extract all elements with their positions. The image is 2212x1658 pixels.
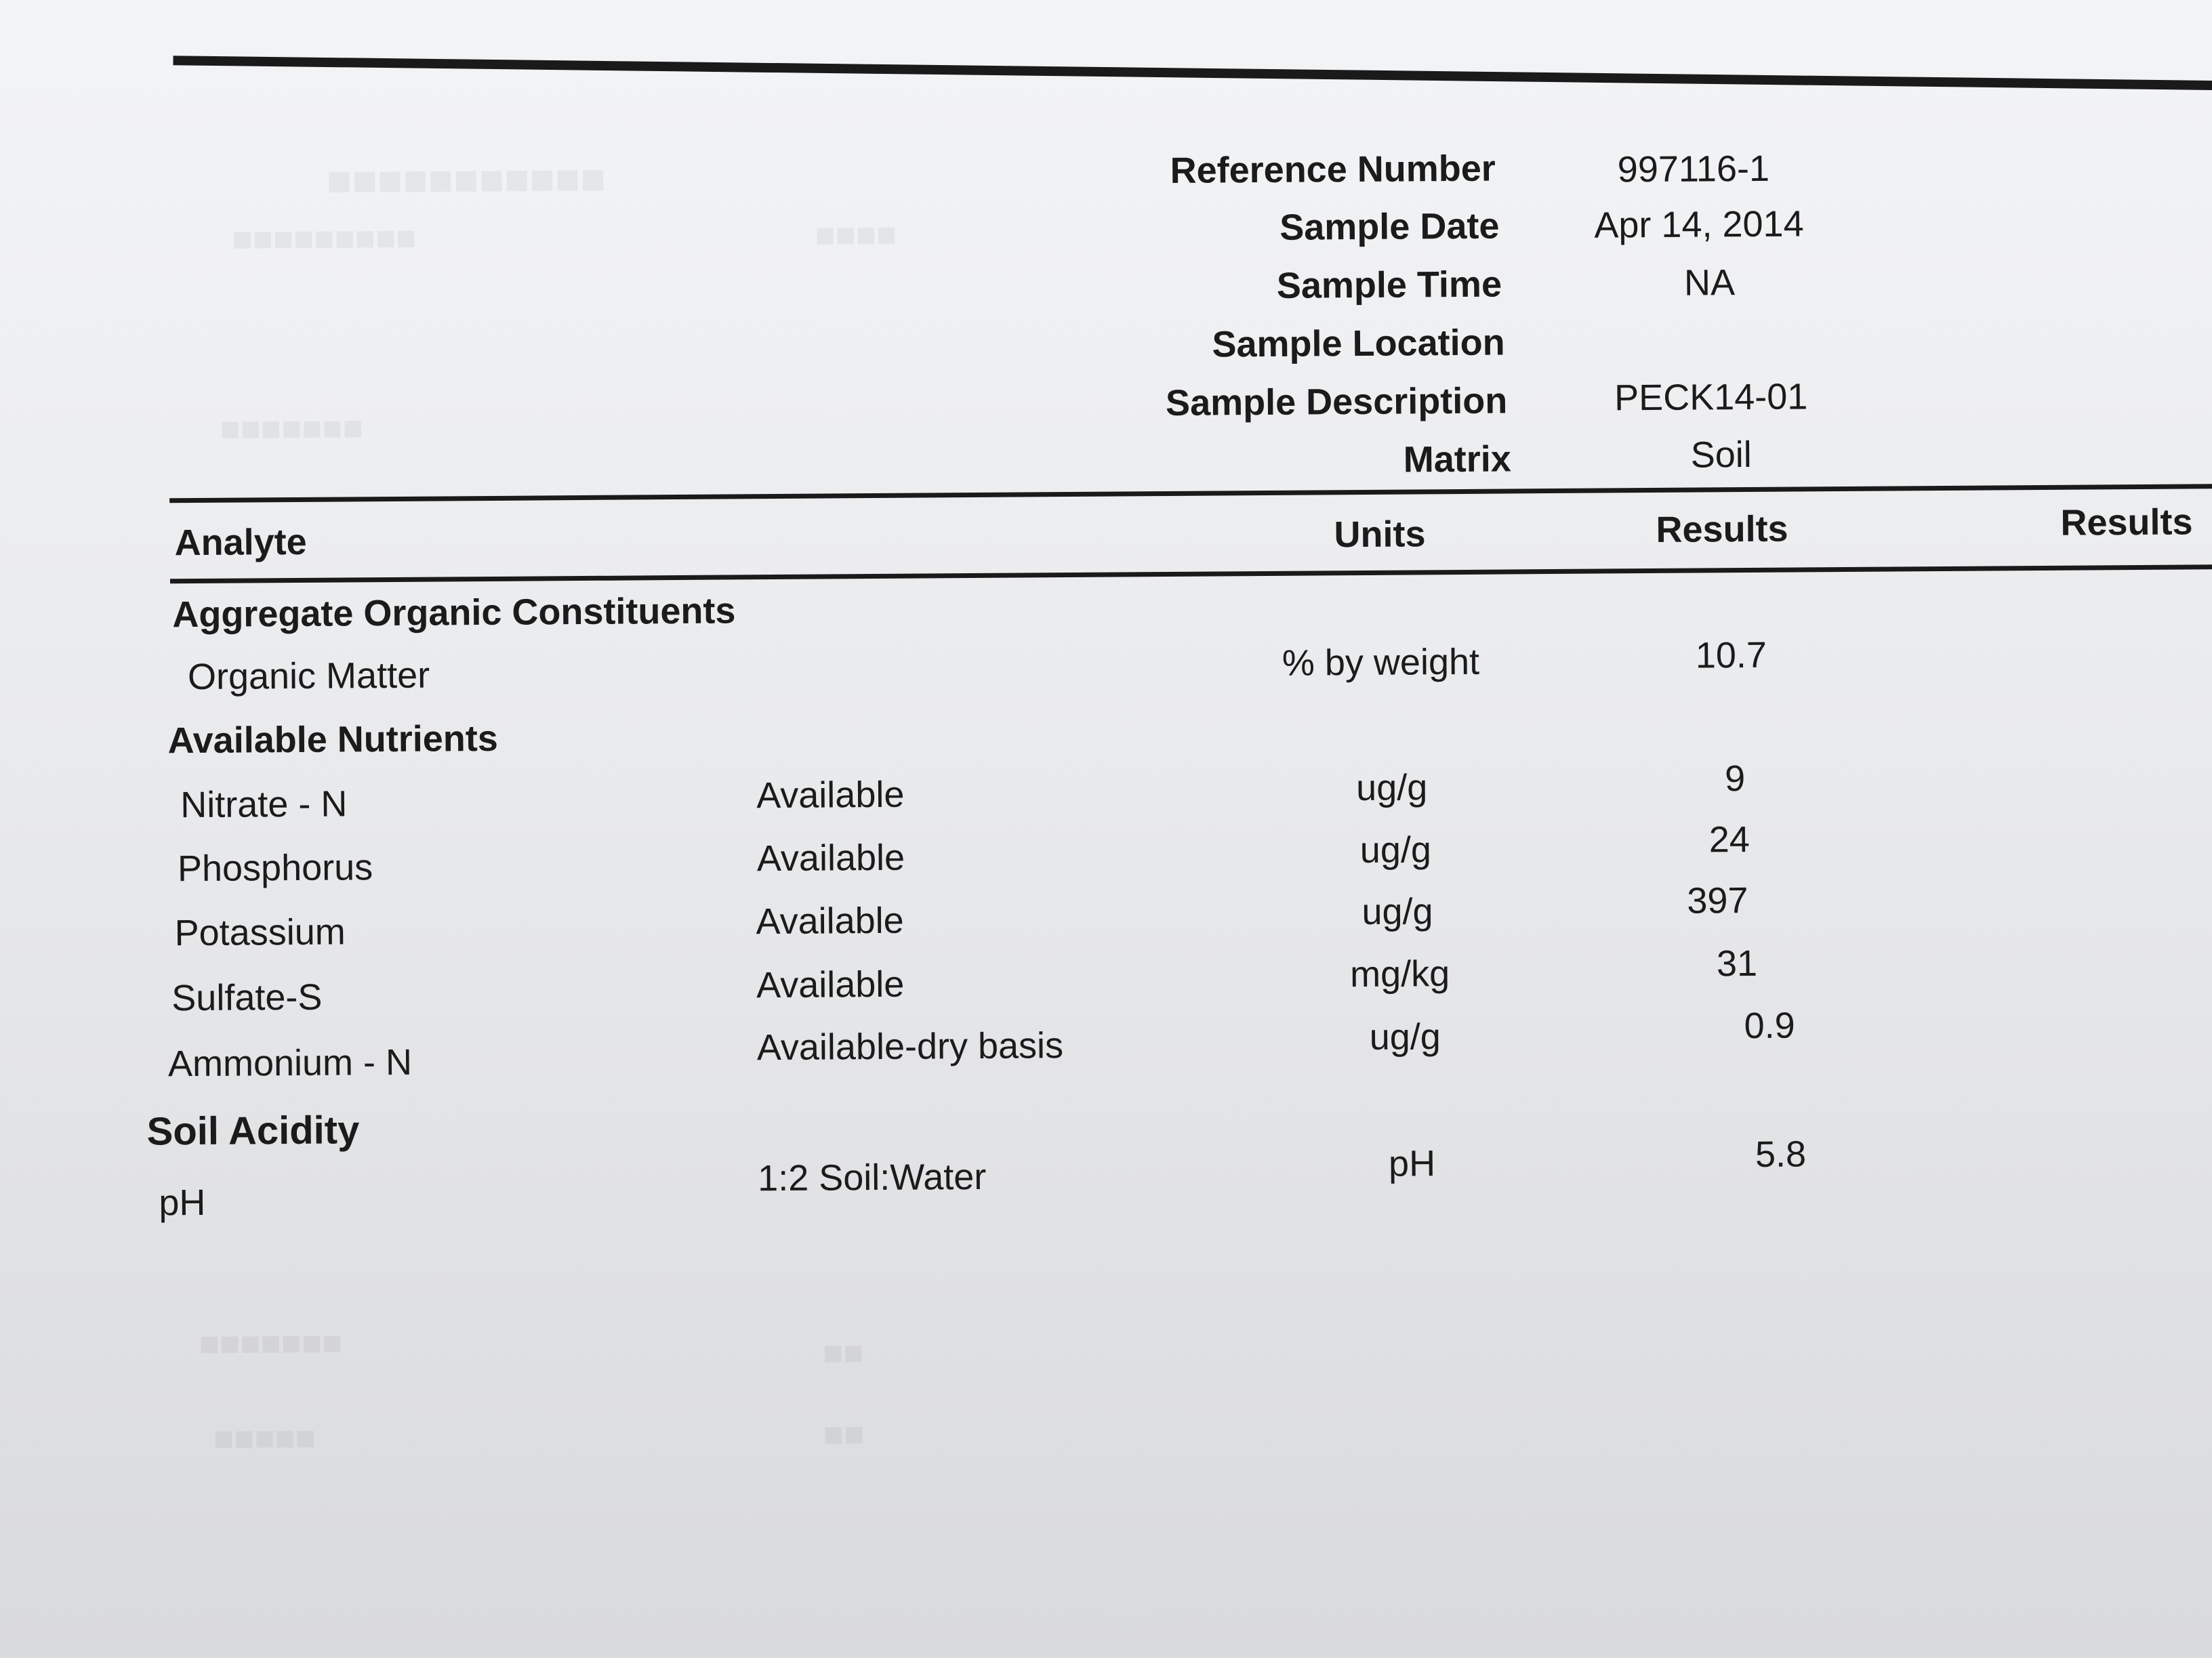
units-cell: ug/g [1361, 891, 1433, 933]
result-cell: 10.7 [1695, 634, 1767, 676]
analyte-cell: Sulfate-S [171, 976, 323, 1019]
analyte-cell: Phosphorus [177, 847, 373, 890]
result-cell: 24 [1708, 819, 1750, 861]
units-cell: ug/g [1369, 1016, 1441, 1058]
units-cell: mg/kg [1349, 953, 1450, 995]
matrix-value: Soil [1690, 434, 1753, 476]
sample-time-value: NA [1683, 262, 1736, 304]
matrix-label: Matrix [1403, 438, 1511, 480]
analyte-cell: Potassium [174, 911, 346, 954]
method-cell: Available [756, 774, 905, 816]
sample-date-value: Apr 14, 2014 [1594, 203, 1804, 246]
sample-description-label: Sample Description [1165, 380, 1508, 424]
analyte-cell: Organic Matter [187, 655, 430, 698]
column-header-analyte: Analyte [174, 521, 307, 564]
units-cell: pH [1388, 1143, 1436, 1184]
section-title-soil-acidity: Soil Acidity [146, 1108, 360, 1154]
method-cell: Available [756, 963, 905, 1006]
sample-location-label: Sample Location [1212, 322, 1505, 365]
units-cell: ug/g [1355, 767, 1428, 809]
method-cell: Available [756, 837, 905, 879]
method-cell: Available [756, 900, 904, 942]
method-cell: Available-dry basis [756, 1025, 1064, 1069]
column-header-results: Results [1656, 508, 1788, 550]
method-cell: 1:2 Soil:Water [757, 1156, 987, 1199]
table-header-bottom-rule [170, 564, 2212, 583]
section-title-aggregate-organic: Aggregate Organic Constituents [172, 590, 736, 636]
result-cell: 9 [1724, 758, 1746, 800]
units-cell: % by weight [1282, 641, 1480, 684]
report-page: ■■■■■■■■■■■ ■■■■■■■■■ ■■■■ ■■■■■■■ ■■■■■■■ ■■ ■■■■■ ■■ Reference Number 997116-1 Sample Date Apr 14, 2014 Sample Time NA Sample Location Sample Description PECK14-01 Matrix Soil Analyte Units Results Results Aggregate Organic Constituents Organic Matter % by weight 10.7 Available Nutrients Nitrate - N Available ug/g 9 Phosphorus Available ug/g 24 Potassium Available ug/g 397 Sulfate-S Available mg/kg 31 Ammonium - N Available-dry basis ug/g 0.9 Soil Acidity pH 1:2 Soil:Water pH 5.8 [0, 0, 2212, 1658]
analyte-cell: pH [159, 1182, 206, 1224]
column-header-units: Units [1334, 514, 1426, 556]
analyte-cell: Ammonium - N [167, 1041, 413, 1085]
result-cell: 397 [1687, 880, 1748, 921]
analyte-cell: Nitrate - N [180, 783, 348, 826]
result-cell: 5.8 [1755, 1134, 1807, 1175]
top-rule [173, 56, 2212, 90]
units-cell: ug/g [1359, 829, 1432, 871]
reference-number-label: Reference Number [1170, 148, 1496, 191]
sample-time-label: Sample Time [1276, 264, 1502, 306]
result-cell: 0.9 [1744, 1005, 1795, 1047]
column-header-results-2: Results [2060, 501, 2193, 543]
result-cell: 31 [1716, 942, 1758, 985]
table-header-top-rule [169, 484, 2212, 503]
section-title-available-nutrients: Available Nutrients [167, 718, 498, 762]
reference-number-value: 997116-1 [1617, 148, 1770, 190]
sample-description-value: PECK14-01 [1614, 376, 1808, 419]
sample-date-label: Sample Date [1279, 205, 1500, 248]
